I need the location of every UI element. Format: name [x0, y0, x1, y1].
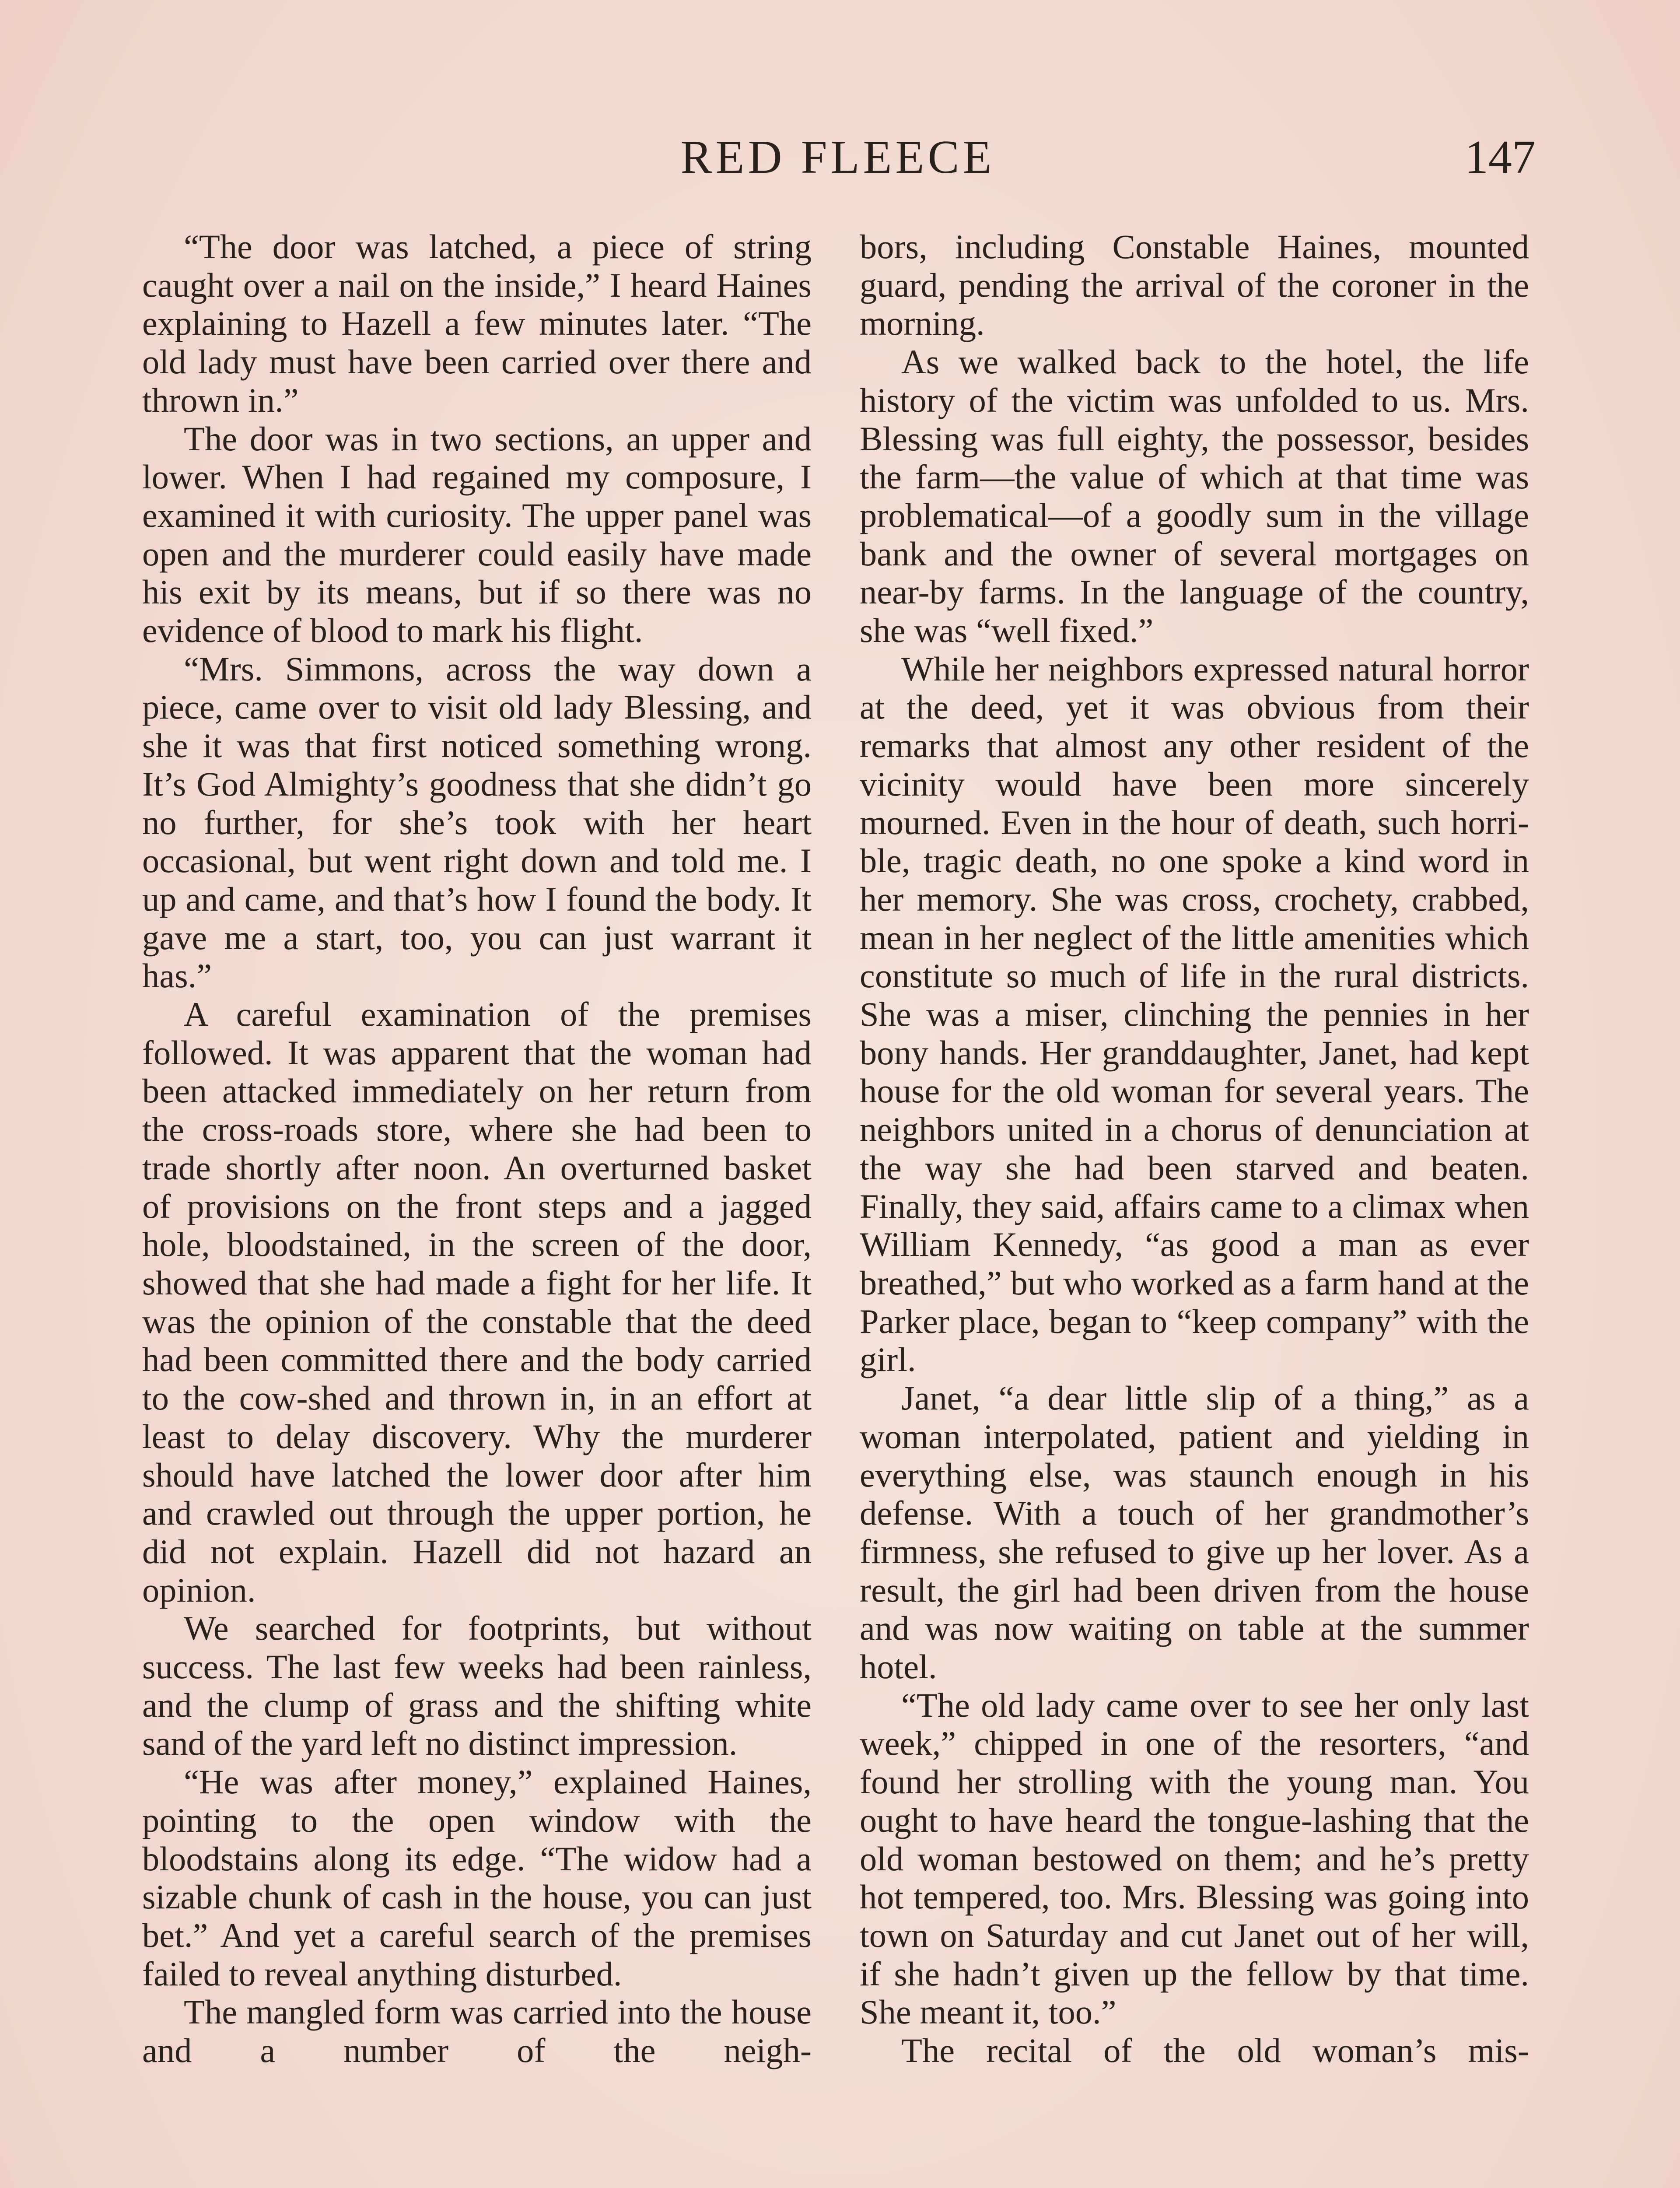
paragraph: We searched for footprints, but without success. The last few weeks had been rainless, and the clump of grass and the shifting white sand of the yard left no distinct impression.	[142, 1609, 812, 1763]
paragraph: While her neighbors expressed natural horror at the deed, yet it was obvious from their remarks that almost any other resident of the vicinity would have been more sincerely mourned. Even in the hour of death, such horrible, tragic death, no one spoke a kind word in her memory. She was cross, crochety, crabbed, mean in her neglect of the little amenities which constitute so much of life in the rural districts. She was a miser, clinching the pennies in her bony hands. Her granddaughter, Janet, had kept house for the old woman for several years. The neighbors united in a chorus of denunciation at the way she had been starved and beaten. Finally, they said, affairs came to a climax when William Kennedy, “as good a man as ever breathed,” but who worked as a farm hand at the Parker place, began to “keep company” with the girl.	[860, 649, 1529, 1379]
left-column	[142, 228, 812, 2070]
right-column	[860, 228, 1529, 2070]
paragraph: The mangled form was carried into the house and a number of the neigh-	[142, 1993, 812, 2070]
paragraph: “He was after money,” explained Haines, pointing to the open window with the bloodstains along its edge. “The widow had a sizable chunk of cash in the house, you can just bet.” And yet a careful search of the premises failed to reveal anything disturbed.	[142, 1763, 812, 1993]
paragraph: bors, including Constable Haines, mounted guard, pending the arrival of the coroner in the morning.	[860, 228, 1529, 343]
page-header	[140, 127, 1536, 188]
page-number: 147	[1465, 131, 1536, 183]
paragraph: “The old lady came over to see her only last week,” chipped in one of the resorters, “and found her strolling with the young man. You ought to have heard the tongue-lashing that the old woman bestowed on them; and he’s pretty hot tempered, too. Mrs. Blessing was going into town on Saturday and cut Janet out of her will, if she hadn’t given up the fellow by that time. She meant it, too.”	[860, 1686, 1529, 2031]
paragraph: The recital of the old woman’s mis-	[901, 2031, 1529, 2070]
paragraph: The door was in two sections, an upper and lower. When I had regained my composure, I examined it with curiosity. The upper panel was open and the murderer could easily have made his exit by its means, but if so there was no evidence of blood to mark his flight.	[142, 419, 812, 650]
paragraph: Janet, “a dear little slip of a thing,” as a woman interpolated, patient and yielding in everything else, was staunch enough in his defense. With a touch of her grandmother’s firmness, she refused to give up her lover. As a result, the girl had been driven from the house and was now waiting on table at the summer hotel.	[860, 1379, 1529, 1686]
paragraph: “Mrs. Simmons, across the way down a piece, came over to visit old lady Blessing, and she it was that first noticed something wrong. It’s God Almighty’s goodness that she didn’t go no further, for she’s took with her heart occasional, but went right down and told me. I up and came, and that’s how I found the body. It gave me a start, too, you can just warrant it has.”	[142, 649, 812, 995]
paragraph: “The door was latched, a piece of string caught over a nail on the inside,” I heard Haines explaining to Hazell a few minutes later. “The old lady must have been carried over there and thrown in.”	[142, 228, 812, 419]
running-title: RED FLEECE	[680, 131, 995, 183]
paragraph: A careful examination of the premises followed. It was apparent that the woman had been attacked immediately on her return from the cross-roads store, where she had been to trade shortly after noon. An overturned basket of provisions on the front steps and a jagged hole, bloodstained, in the screen of the door, showed that she had made a fight for her life. It was the opinion of the constable that the deed had been committed there and the body carried to the cow-shed and thrown in, in an effort at least to delay discovery. Why the murderer should have latched the lower door after him and crawled out through the upper portion, he did not explain. Hazell did not hazard an opinion.	[142, 995, 812, 1609]
paragraph: As we walked back to the hotel, the life history of the victim was unfolded to us. Mrs. Blessing was full eighty, the possessor, besides the farm—the value of which at that time was problematical—of a goodly sum in the village bank and the owner of several mortgages on near-by farms. In the language of the country, she was “well fixed.”	[860, 343, 1529, 650]
